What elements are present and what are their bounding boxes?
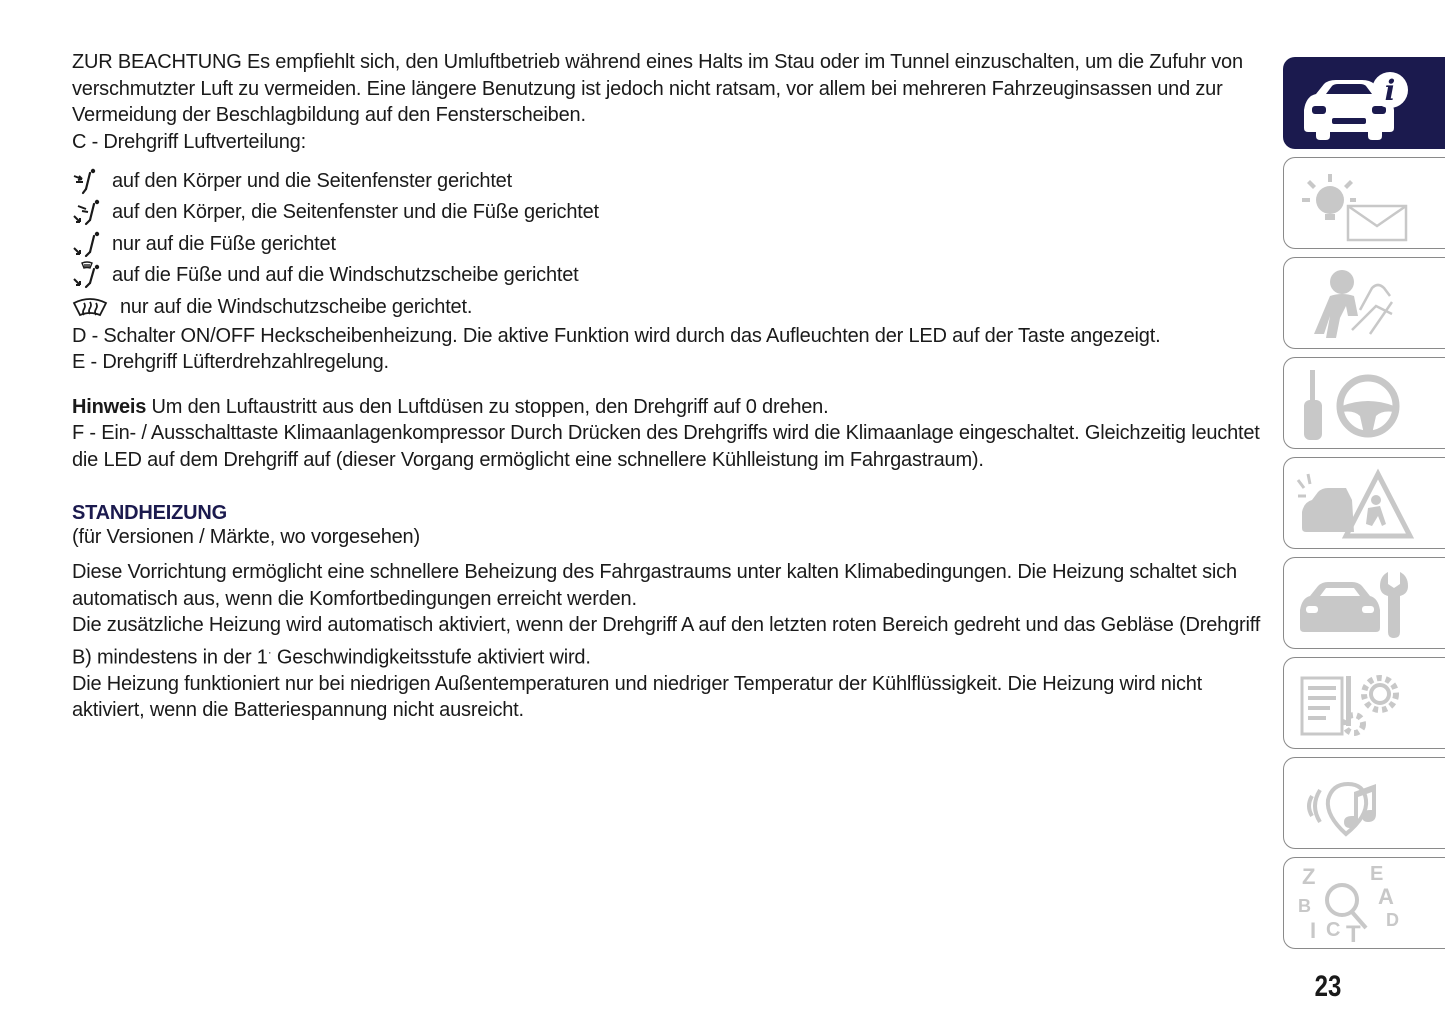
standheizung-paragraph-2-start: Die zusätzliche Heizung wird automatisch aktiviert, wenn der Drehgriff A auf den letzten roten Bereich gedreht und das Gebläse (Drehgriff B) mindestens in der 1 <box>72 614 1261 669</box>
vent-body-feet-icon <box>72 198 106 226</box>
index-letter-b: B <box>1298 896 1311 916</box>
hinweis-paragraph <box>72 394 1262 421</box>
safety-airbag-icon <box>1296 266 1416 342</box>
index-letter-z: Z <box>1302 866 1316 889</box>
tab-technical-data[interactable] <box>1283 657 1445 749</box>
index-letter-e: E <box>1370 866 1384 885</box>
page-number: 23 <box>1314 970 1342 1003</box>
tab-multimedia[interactable] <box>1283 757 1445 849</box>
vent-body-icon <box>72 167 106 195</box>
hinweis-text: Um den Luftaustritt aus den Luftdüsen zu stoppen, den Drehgriff auf 0 drehen. <box>146 395 829 418</box>
index-letter-d: D <box>1386 910 1399 930</box>
tab-safety[interactable] <box>1283 257 1445 349</box>
vent-feet-icon <box>72 230 106 258</box>
c-intro: C - Drehgriff Luftverteilung: <box>72 130 306 153</box>
ordinal-mark: · <box>267 644 272 659</box>
vent-item-feet-windshield <box>72 260 1262 292</box>
vent-item-feet-windshield-text: auf die Füße und auf die Windschutzscheibe gerichtet <box>112 264 579 286</box>
tab-car-info[interactable] <box>1283 57 1445 149</box>
standheizung-paragraph-2 <box>72 612 1262 671</box>
hinweis-label: Hinweis <box>72 395 147 418</box>
technical-data-gear-icon <box>1296 666 1416 742</box>
vent-item-feet-text: nur auf die Füße gerichtet <box>112 232 336 255</box>
tab-alphabetical-index[interactable] <box>1283 857 1445 949</box>
section-subtitle: (für Versionen / Märkte, wo vorgesehen) <box>72 526 420 548</box>
vent-item-body-feet-text: auf den Körper, die Seitenfenster und die Füße gerichtet <box>112 201 599 223</box>
main-content <box>72 49 1262 724</box>
vent-item-windshield <box>72 291 1262 323</box>
alphabetical-index-icon <box>1296 866 1416 942</box>
vent-feet-windshield-icon <box>72 261 106 289</box>
standheizung-paragraph-2-end: Geschwindigkeitsstufe aktiviert wird. <box>271 646 591 669</box>
vent-item-windshield-text: nur auf die Windschutzscheibe gerichtet. <box>120 295 473 318</box>
vent-item-body-feet <box>72 197 1262 229</box>
tab-starting-driving[interactable] <box>1283 357 1445 449</box>
car-maintenance-wrench-icon <box>1296 566 1416 642</box>
vent-item-body <box>72 165 1262 197</box>
emergency-triangle-icon <box>1296 466 1416 542</box>
multimedia-music-icon <box>1296 766 1416 842</box>
d-item: D - Schalter ON/OFF Heckscheibenheizung. Die aktive Funktion wird durch das Aufleuchten der LED auf der Taste angezeigt. <box>72 324 1161 347</box>
vent-item-body-text: auf den Körper und die Seitenfenster gerichtet <box>112 169 512 192</box>
e-item: E - Drehgriff Lüfterdrehzahlregelung. <box>72 351 389 373</box>
f-item: F - Ein- / Ausschalttaste Klimaanlagenkompressor Durch Drücken des Drehgriffs wird die Klimaanlage eingeschaltet. Gleichzeitig leuchtet die LED auf dem Drehgriff auf (dieser Vorgang ermöglicht eine schnellere Kühlleistung im Fahrgastraum). <box>72 422 1260 471</box>
standheizung-paragraph-3: Die Heizung funktioniert nur bei niedrigen Außentemperaturen und niedriger Temperatur der Kühlflüssigkeit. Die Heizung wird nicht aktiviert, wenn die Batteriespannung nicht ausreicht. <box>72 672 1203 722</box>
car-info-icon <box>1296 66 1416 142</box>
index-letter-a: A <box>1378 884 1394 909</box>
index-letter-t: T <box>1346 921 1361 942</box>
standheizung-paragraph-1: Diese Vorrichtung ermöglicht eine schnellere Beheizung des Fahrgastraums unter kalten Klimabedingungen. Die Heizung schaltet sich automatisch aus, wenn die Komfortbedingungen erreicht werden. <box>72 561 1237 610</box>
tab-warning-lights-messages[interactable] <box>1283 157 1445 249</box>
vent-item-feet <box>72 228 1262 260</box>
index-letter-c: C <box>1326 919 1341 941</box>
note-paragraph: ZUR BEACHTUNG Es empfiehlt sich, den Umluftbetrieb während eines Halts im Stau oder im Tunnel einzuschalten, um die Zufuhr von verschmutzter Luft zu vermeiden. Eine längere Benutzung ist jedoch nicht ratsam, vor allem bei mehreren Fahrzeuginsassen und zur Vermeidung der Beschlagbildung auf den Fensterscheiben. <box>72 51 1243 126</box>
warning-lights-messages-icon <box>1296 166 1416 242</box>
key-steering-wheel-icon <box>1296 366 1416 442</box>
info-glyph: i <box>1384 74 1396 107</box>
tab-maintenance[interactable] <box>1283 557 1445 649</box>
tab-emergency[interactable] <box>1283 457 1445 549</box>
windshield-defrost-icon <box>72 293 114 321</box>
section-heading-standheizung: STANDHEIZUNG <box>72 502 228 524</box>
index-letter-i: I <box>1310 918 1317 942</box>
